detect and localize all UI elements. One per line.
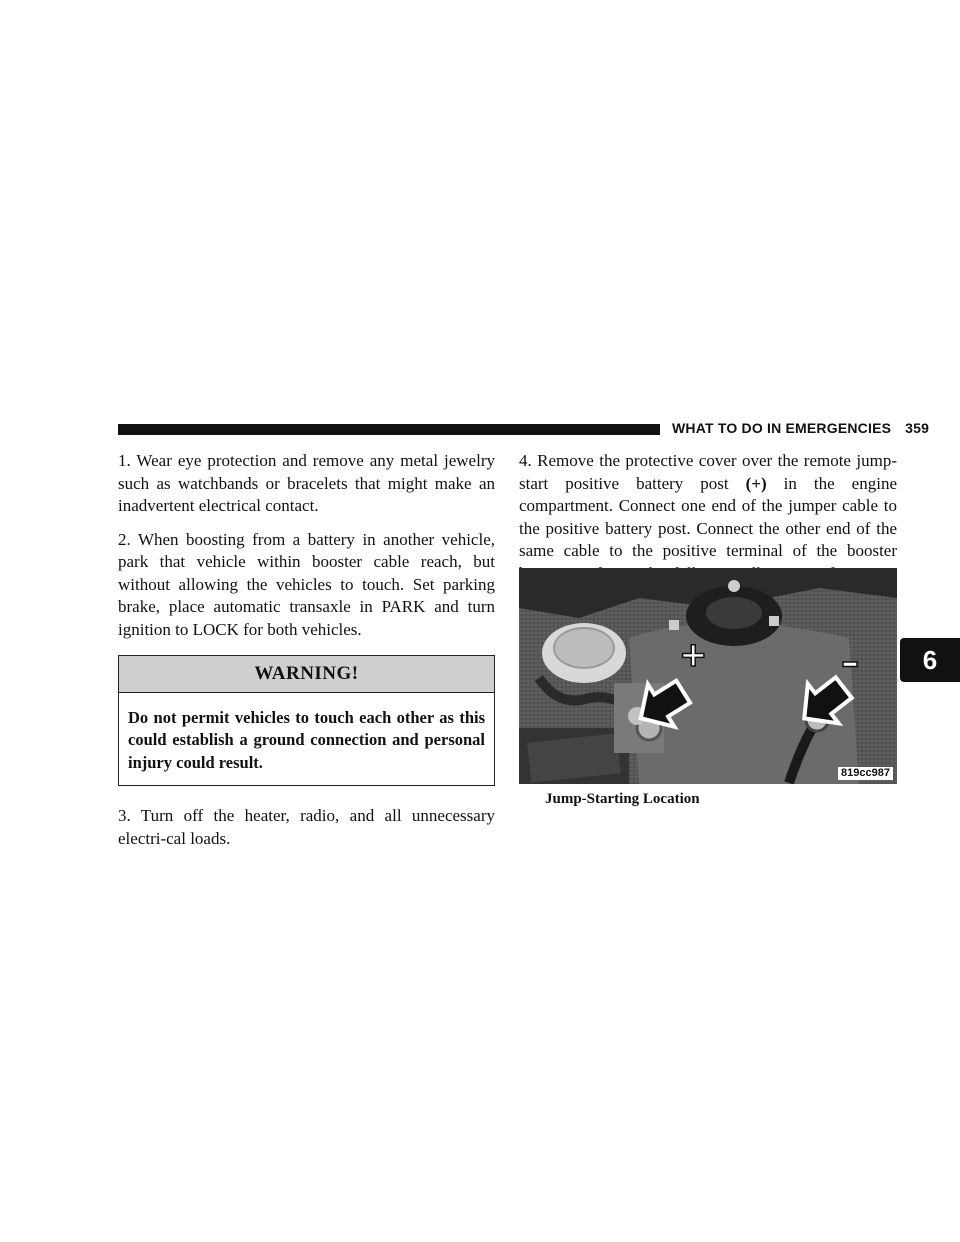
warning-title: WARNING!: [119, 656, 494, 693]
minus-symbol: –: [841, 642, 859, 683]
step-2-paragraph: 2. When boosting from a battery in another vehicle, park that vehicle within booster cable reach, but without allowing the vehicles to touch. Set parking brake, place automatic transaxle in PARK and turn ignition to LOCK for both vehicles.: [118, 529, 495, 639]
step-1-paragraph: 1. Wear eye protection and remove any metal jewelry such as watchbands or bracelets that might make an inadvertent electrical contact.: [118, 451, 495, 515]
image-code: 819cc987: [838, 767, 893, 780]
positive-post-symbol: (+): [745, 473, 767, 493]
figure-caption: Jump-Starting Location: [545, 791, 700, 807]
warning-body: Do not permit vehicles to touch each other as this could establish a ground connection and personal injury could result.: [128, 707, 485, 772]
step-3-paragraph: 3. Turn off the heater, radio, and all unnecessary electri-cal loads.: [118, 806, 495, 848]
page-number: 359: [905, 420, 930, 436]
engine-compartment-illustration: [519, 568, 897, 784]
plus-symbol: +: [679, 635, 708, 675]
left-column: [118, 450, 495, 861]
chapter-tab: 6: [900, 638, 960, 682]
section-title: WHAT TO DO IN EMERGENCIES: [672, 420, 892, 436]
header-rule: [118, 424, 660, 435]
step-4-text-a: 4. Remove the protective cover over the remote jump-start positive battery post: [519, 451, 897, 493]
step-4-text-b: in the engine compartment. Connect one end of the jumper cable to the positive battery post. Connect the other end of the same cable to the positive terminal of the booster: [519, 473, 897, 560]
jump-start-photo: [519, 568, 897, 784]
running-header: [672, 420, 929, 438]
warning-box: [118, 655, 495, 786]
